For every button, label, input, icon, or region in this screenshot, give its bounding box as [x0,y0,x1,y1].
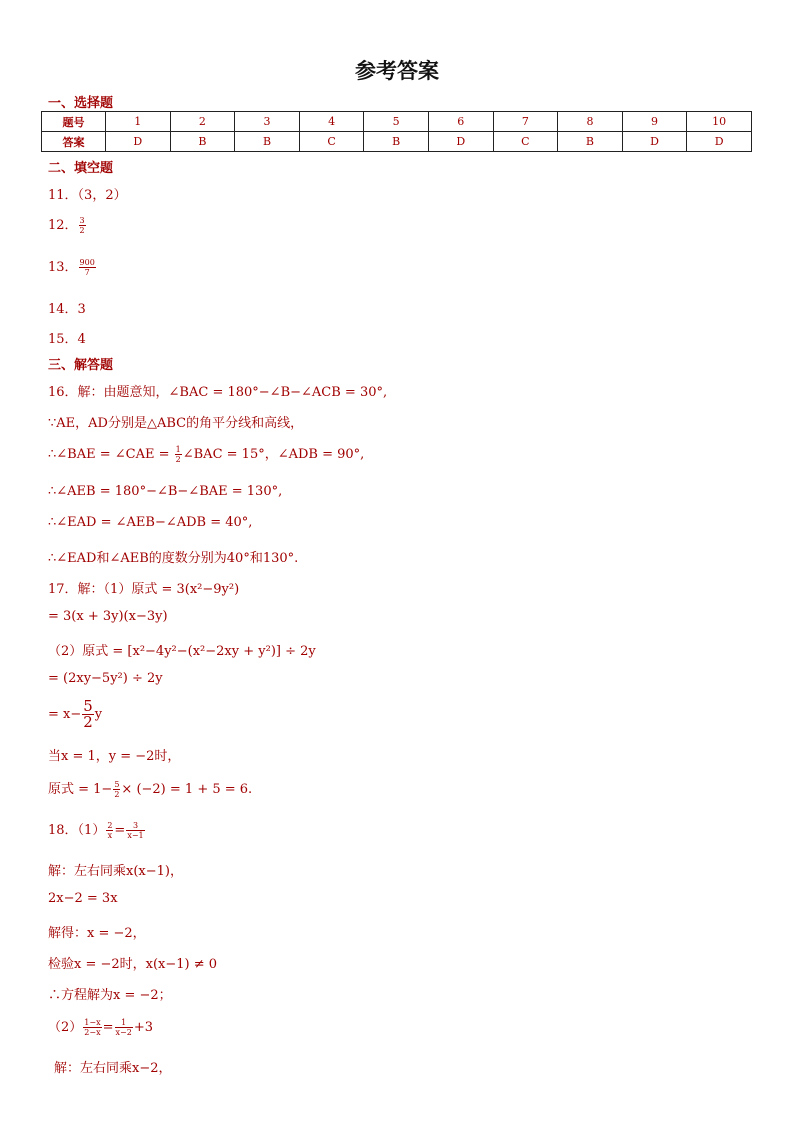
answer-table [41,111,752,152]
table-cell-number: 4 [299,112,364,132]
q16-half-denominator: 2 [175,455,181,464]
q17-fraction-numerator: 5 [83,697,93,715]
q16-line-1: 16．解：由题意知，∠BAC = 180°−∠B−∠ACB = 30°, [48,385,388,400]
q17-line-5 [48,699,102,730]
q18-2-fraction-right [115,1018,133,1037]
section-choice-heading: 一、选择题 [48,96,114,111]
q18-line-8: 解：左右同乘x−2， [54,1061,172,1076]
q18-line-7 [48,1016,153,1037]
q18-line-1-start: 18．（1） [48,823,106,838]
q18-2-right-numerator: 1 [115,1018,133,1028]
q18-right-numerator: 3 [126,821,144,831]
q18-line-4: 解得：x = −2， [48,926,146,941]
q17-five-halves-fraction [82,699,94,730]
answer-q11: 11．（3，2） [48,188,127,203]
table-cell-answer: C [493,132,558,152]
q18-line-7-start: （2） [48,1020,83,1035]
q16-line-5: ∴∠EAD = ∠AEB−∠ADB = 40°, [48,515,253,530]
table-cell-number: 2 [170,112,235,132]
answer-q13 [48,256,97,277]
q18-line-2: 解：左右同乘x(x−1)， [48,864,183,879]
table-cell-answer: D [622,132,687,152]
table-cell-number: 10 [687,112,752,132]
q16-line-3-start: ∴∠BAE = ∠CAE = [48,447,174,462]
table-cell-answer: D [687,132,752,152]
table-cell-number: 3 [235,112,300,132]
q17-line-7-end: × (−2) = 1 + 5 = 6. [121,782,253,797]
table-cell-number: 9 [622,112,687,132]
table-cell-number: 1 [106,112,171,132]
q17-line-7 [48,778,252,799]
q17-line-6: 当x = 1，y = −2时， [48,749,181,764]
q13-numerator: 900 [79,258,95,267]
answer-q14: 14．3 [48,302,86,317]
answer-q15: 15．4 [48,332,86,347]
q18-line-7-end: +3 [133,1020,153,1035]
table-header-answer: 答案 [42,132,106,152]
page-title: 参考答案 [355,59,439,83]
q18-fraction-right [126,821,144,840]
q16-line-3 [48,443,364,464]
q18-line-3: 2x−2 = 3x [48,891,118,906]
table-row-answers [42,132,752,152]
table-cell-answer: C [299,132,364,152]
q18-equals: = [114,823,126,838]
q12-numerator: 3 [79,216,85,225]
section-solve-heading: 三、解答题 [48,358,114,373]
table-cell-number: 8 [558,112,623,132]
section-fill-heading: 二、填空题 [48,161,114,176]
answer-q12 [48,214,87,235]
table-cell-number: 7 [493,112,558,132]
q17-line-2: = 3(x + 3y)(x−3y) [48,609,168,624]
q17-line-1: 17．解：（1）原式 = 3(x²−9y²) [48,582,240,597]
q17-line-5-start: = x− [48,707,82,722]
table-cell-answer: B [364,132,429,152]
table-header-number: 题号 [42,112,106,132]
table-cell-answer: D [106,132,171,152]
q17-line-4: = (2xy−5y²) ÷ 2y [48,671,163,686]
q18-2-equals: = [102,1020,114,1035]
table-cell-answer: D [428,132,493,152]
q16-line-6: ∴∠EAD和∠AEB的度数分别为40°和130°. [48,551,299,566]
q18-2-right-denominator: x−2 [115,1028,132,1037]
table-cell-answer: B [558,132,623,152]
q16-line-2: ∵AE，AD分别是△ABC的角平分线和高线， [48,416,304,431]
q18-left-denominator: x [107,831,113,840]
q12-label: 12． [48,218,78,233]
q17-line-3: （2）原式 = [x²−4y²−(x²−2xy + y²)] ÷ 2y [48,644,316,659]
table-cell-answer: B [170,132,235,152]
q18-left-numerator: 2 [107,821,113,830]
q18-right-denominator: x−1 [127,831,144,840]
q16-line-4: ∴∠AEB = 180°−∠B−∠BAE = 130°, [48,484,283,499]
q18-fraction-left [106,821,113,840]
q17-line-5-end: y [94,707,103,722]
q13-denominator: 7 [84,268,90,277]
q18-2-left-numerator: 1−x [84,1018,101,1027]
table-cell-number: 5 [364,112,429,132]
q17-line-7-numerator: 5 [114,780,120,789]
q17-line-7-fraction [113,780,120,799]
table-cell-number: 6 [428,112,493,132]
q13-fraction [79,258,96,277]
q13-label: 13． [48,260,78,275]
q18-line-1 [48,819,146,840]
q12-fraction [79,216,86,235]
q16-half-fraction [175,445,182,464]
table-row-numbers [42,112,752,132]
q18-line-6: ∴方程解为x = −2； [48,988,172,1003]
q16-line-3-end: ∠BAC = 15°，∠ADB = 90°, [182,447,365,462]
q18-2-fraction-left [83,1018,101,1037]
table-cell-answer: B [235,132,300,152]
q17-fraction-denominator: 2 [83,713,93,731]
q18-line-5: 检验x = −2时，x(x−1) ≠ 0 [48,957,218,972]
q17-line-7-start: 原式 = 1− [48,782,113,797]
q18-2-left-denominator: 2−x [84,1028,101,1037]
q16-half-numerator: 1 [175,445,181,454]
q12-denominator: 2 [79,226,85,235]
q17-line-7-denominator: 2 [114,790,120,799]
